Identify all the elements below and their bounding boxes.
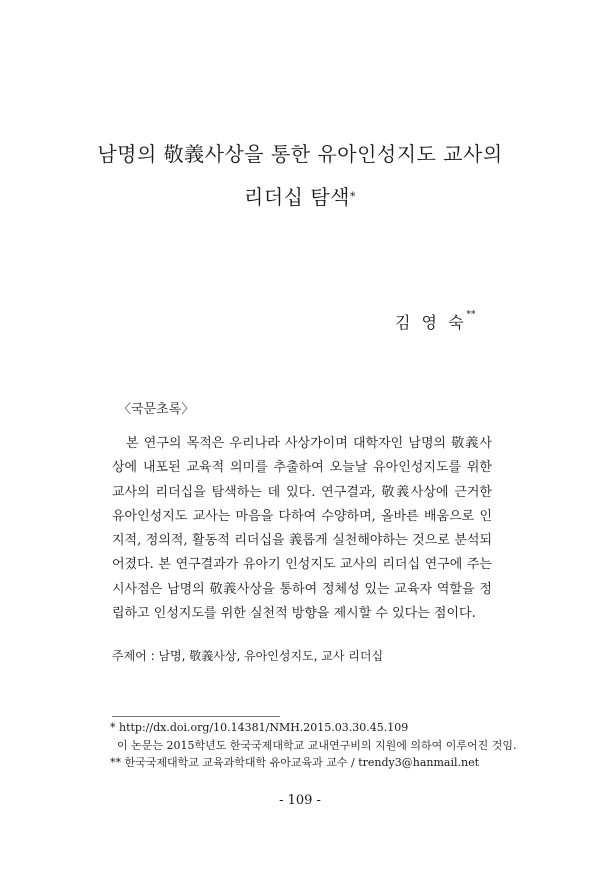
footnote-doi: * http://dx.doi.org/10.14381/NMH.2015.03.30.45.109: [110, 721, 409, 734]
title-footnote-marker: *: [349, 190, 356, 203]
page-number: - 109 -: [279, 793, 321, 808]
paper-title-line-2-text: 리더십 탐색: [244, 185, 350, 209]
paper-title-line-2: [60, 177, 540, 217]
paper-title-line-1: 남명의 敬義사상을 통한 유아인성지도 교사의: [97, 142, 503, 166]
keywords: 주제어 : 남명, 敬義사상, 유아인성지도, 교사 리더십: [112, 649, 384, 663]
author-name: 김 영 숙: [395, 313, 467, 332]
abstract-heading: 〈국문초록〉: [118, 402, 195, 417]
footnotes: [110, 719, 517, 772]
abstract-paragraph: 본 연구의 목적은 우리나라 사상가이며 대학자인 남명의 敬義사상에 내포된 교육적 의미를 추출하여 오늘날 유아인성지도를 위한 교사의 리더십을 탐색하는 데 있다. 연구결과, 敬義사상에 근거한 유아인성지도 교사는 마음을 다하여 수양하며, 올바른 배움으로 인지적, 정의적, 활동적 리더십을 義롭게 실천해야하는 것으로 분석되어졌다. 본 연구결과가 유아기 인성지도 교사의 리더십 연구에 주는 시사점은 남명의 敬義사상을 통하여 정체성 있는 교육자 역할을 정립하고 인성지도를 위한 실천적 방향을 제시할 수 있다는 점이다.: [112, 436, 492, 622]
footnote-author-affiliation: ** 한국국제대학교 교육과학대학 유아교육과 교수 / trendy3@hanmail.net: [110, 756, 479, 769]
author-footnote-marker: **: [466, 310, 476, 320]
footnote-divider: [112, 716, 280, 717]
footnote-funding: 이 논문는 2015학년도 한국국제대학교 교내연구비의 지원에 의하여 이루어진 것임.: [110, 738, 517, 752]
abstract-body: [112, 432, 492, 626]
author: [395, 310, 476, 333]
